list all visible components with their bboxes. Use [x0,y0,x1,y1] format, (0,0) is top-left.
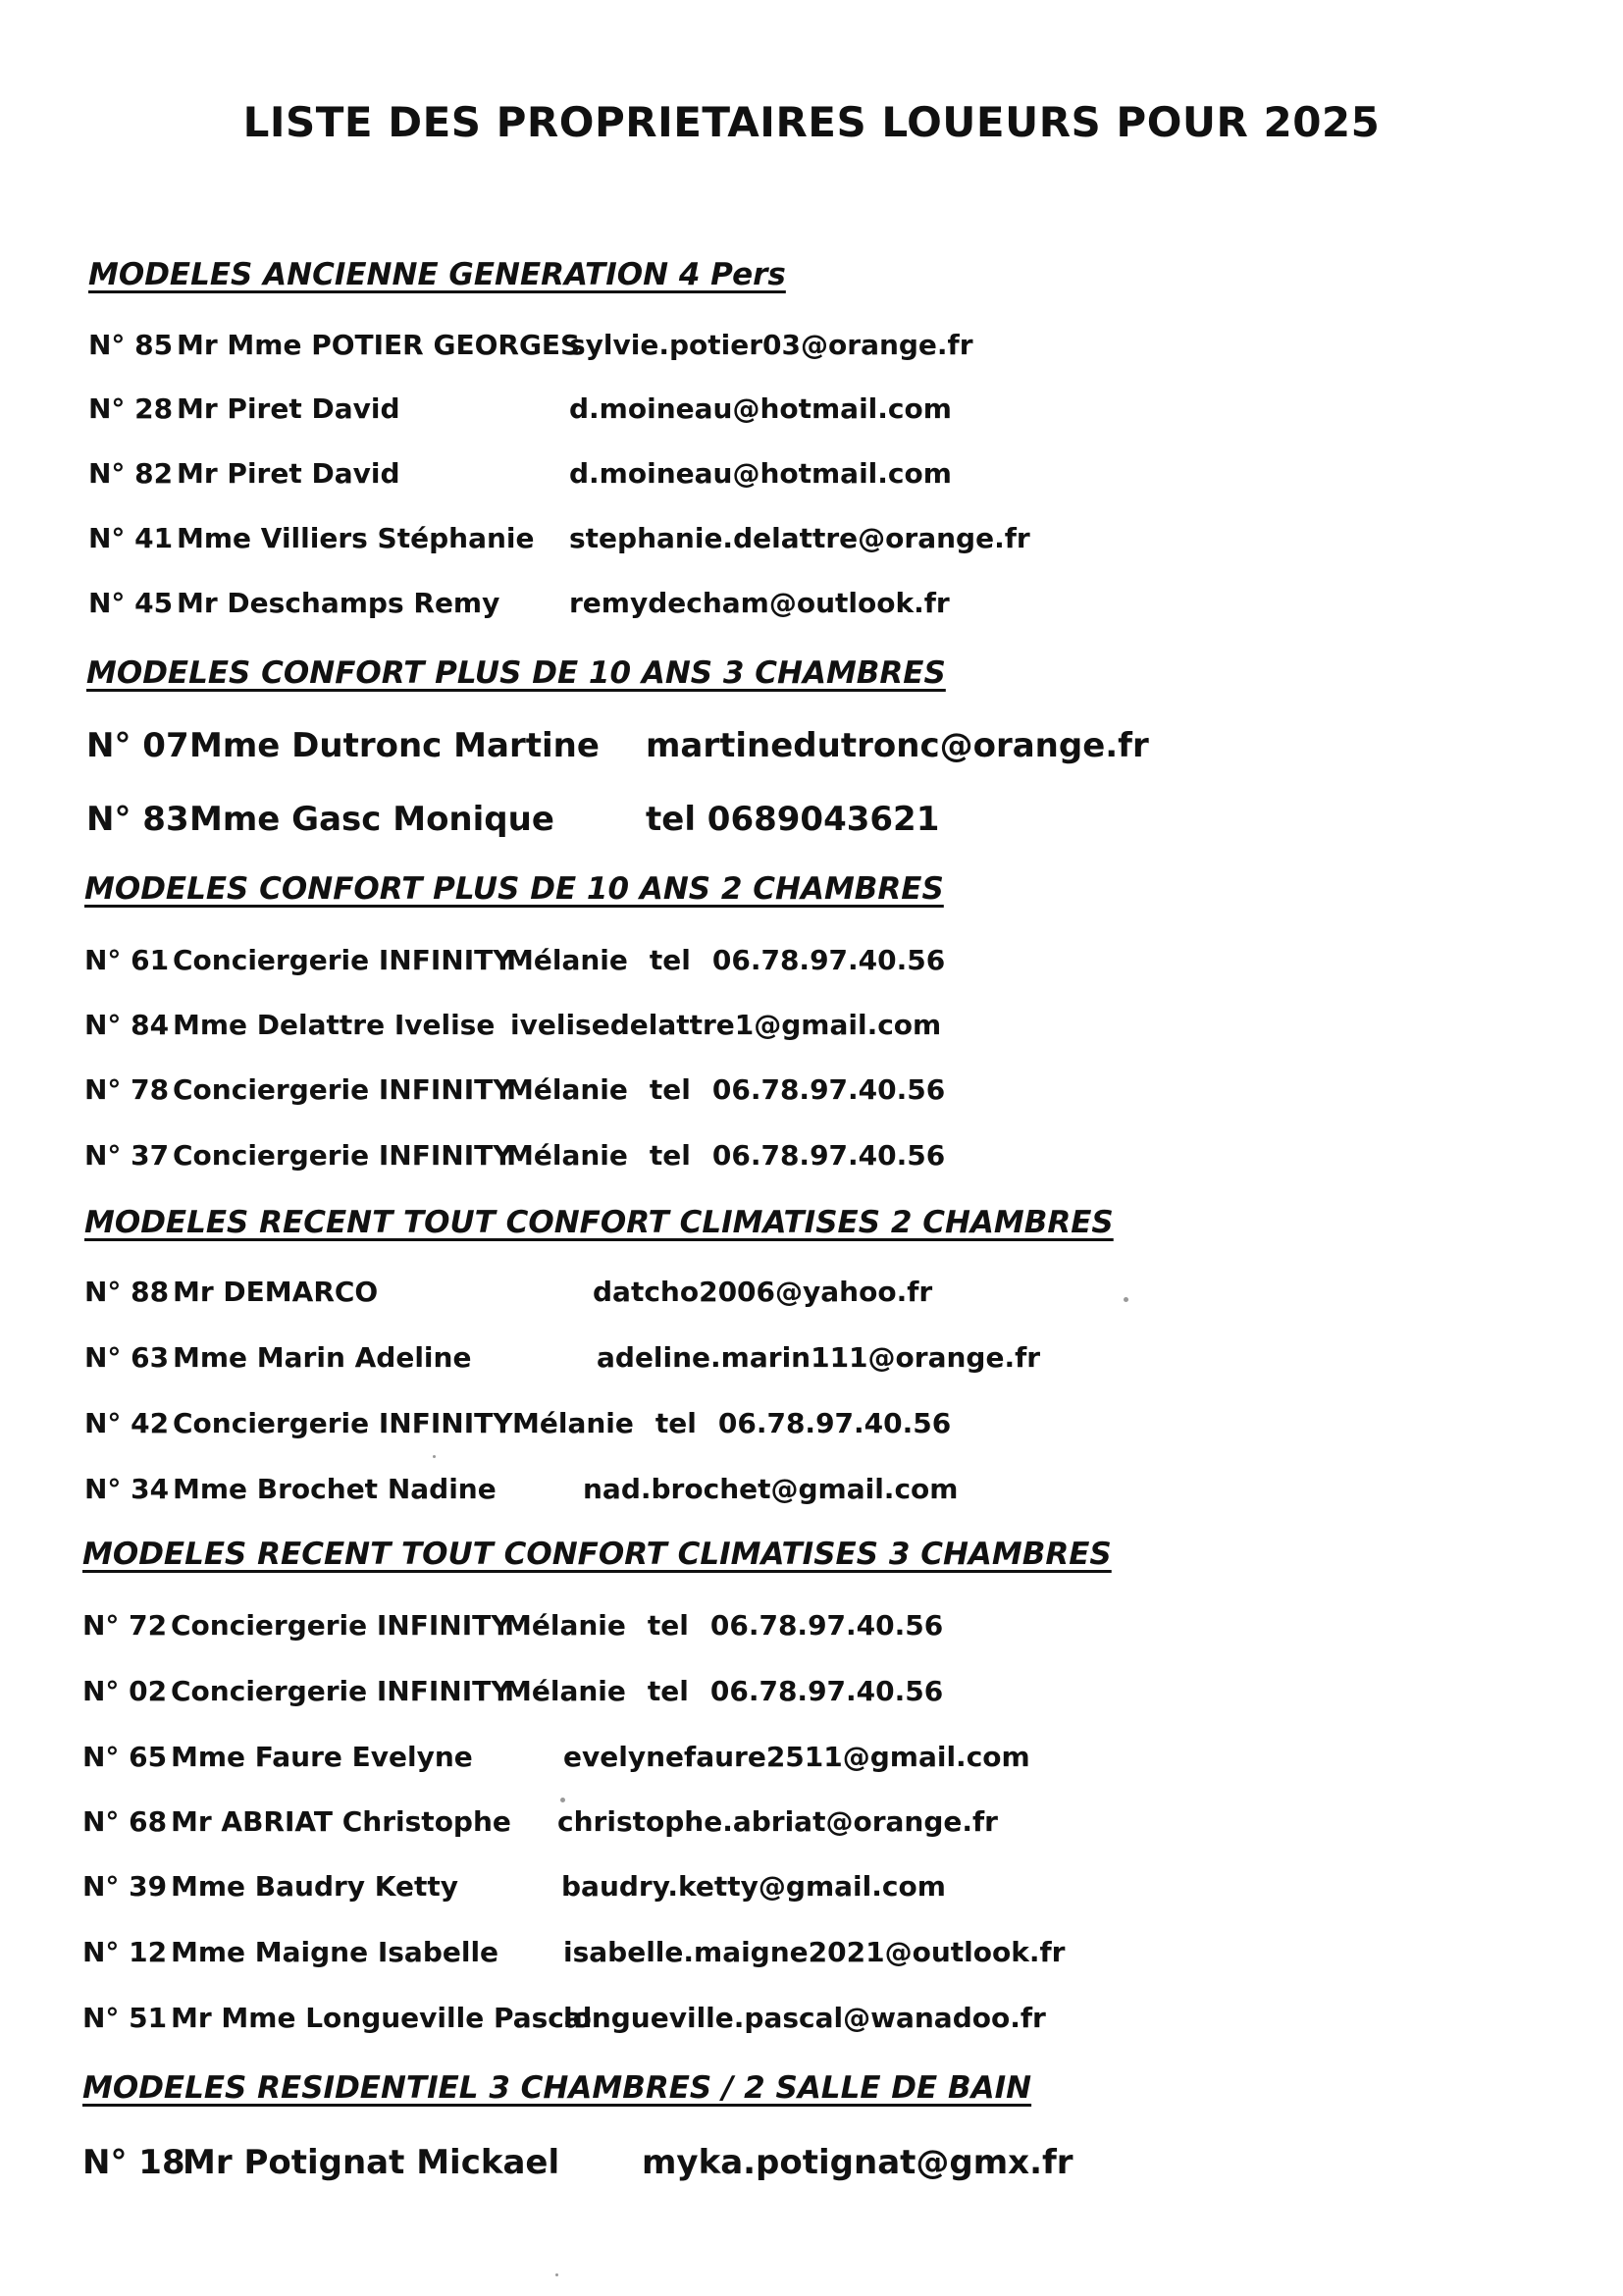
lot-number: N° 39 [82,1870,168,1903]
lot-number: N° 12 [82,1936,168,1968]
owner-name: Mr Mme Longueville Pascal [171,2002,593,2034]
contact-email: martinedutronc@orange.fr [646,726,1149,765]
section-heading: MODELES RECENT TOUT CONFORT CLIMATISES 3 CHAMBRES [82,1537,1112,1572]
owner-name: Conciergerie INFINITY [171,1609,511,1642]
contact-info [506,944,945,976]
contact-person: Mélanie [506,1139,628,1172]
lot-number: N° 37 [84,1139,170,1172]
owner-name: Mr Piret David [177,457,400,490]
owner-name: Mme Baudry Ketty [171,1870,459,1903]
section-heading: MODELES CONFORT PLUS DE 10 ANS 3 CHAMBRES [86,655,946,691]
tel-label: tel [649,1139,691,1172]
tel-label: tel [654,1407,697,1439]
lot-number: N° 72 [82,1609,168,1642]
owner-name: Mme Dutronc Martine [189,726,600,765]
lot-number: N° 41 [88,522,174,554]
contact-email: christophe.abriat@orange.fr [557,1805,998,1838]
owner-name: Mme Villiers Stéphanie [177,522,535,554]
lot-number: N° 63 [84,1341,170,1374]
scan-speck [1124,1297,1128,1302]
contact-email: evelynefaure2511@gmail.com [563,1741,1030,1773]
contact-phone: 06.78.97.40.56 [711,1073,946,1106]
lot-number: N° 61 [84,944,170,976]
scan-speck [560,1798,565,1802]
owner-name: Mr Deschamps Remy [177,587,500,619]
contact-email: nad.brochet@gmail.com [583,1473,959,1505]
contact-phone: tel 0689043621 [646,800,940,839]
contact-email: myka.potignat@gmx.fr [642,2143,1073,2182]
owner-name: Conciergerie INFINITY [173,944,513,976]
owner-name: Mr ABRIAT Christophe [171,1805,511,1838]
contact-email: stephanie.delattre@orange.fr [569,522,1030,554]
contact-email: d.moineau@hotmail.com [569,457,952,490]
section-heading: MODELES RECENT TOUT CONFORT CLIMATISES 2 CHAMBRES [84,1205,1114,1240]
tel-label: tel [649,944,691,976]
contact-phone: 06.78.97.40.56 [711,944,946,976]
contact-person: Mélanie [506,1073,628,1106]
scan-speck [555,2273,558,2276]
tel-label: tel [647,1609,689,1642]
contact-info [512,1407,951,1439]
owner-name: Mme Marin Adeline [173,1341,472,1374]
lot-number: N° 85 [88,329,174,361]
owner-name: Mme Faure Evelyne [171,1741,473,1773]
contact-email: remydecham@outlook.fr [569,587,950,619]
owner-name: Mr Mme POTIER GEORGES [177,329,581,361]
lot-number: N° 82 [88,457,174,490]
owner-name: Mr DEMARCO [173,1276,379,1308]
contact-person: Mélanie [506,944,628,976]
tel-label: tel [649,1073,691,1106]
lot-number: N° 07 [86,726,189,765]
contact-person: Mélanie [504,1675,626,1707]
owner-name: Conciergerie INFINITY [173,1073,513,1106]
lot-number: N° 45 [88,587,174,619]
owner-name: Mr Potignat Mickael [183,2143,560,2182]
owner-name: Conciergerie INFINITY [173,1139,513,1172]
contact-email: ivelisedelattre1@gmail.com [510,1009,942,1041]
contact-info [504,1675,943,1707]
owner-name: Mme Brochet Nadine [173,1473,497,1505]
lot-number: N° 34 [84,1473,170,1505]
owner-name: Mme Maigne Isabelle [171,1936,499,1968]
lot-number: N° 88 [84,1276,170,1308]
owner-name: Mme Gasc Monique [189,800,554,839]
lot-number: N° 18 [82,2143,185,2182]
page-title: LISTE DES PROPRIETAIRES LOUEURS POUR 2025 [242,98,1381,146]
contact-info [506,1139,945,1172]
lot-number: N° 83 [86,800,189,839]
tel-label: tel [647,1675,689,1707]
lot-number: N° 78 [84,1073,170,1106]
contact-email: sylvie.potier03@orange.fr [569,329,973,361]
scan-speck [433,1455,436,1458]
contact-email: longueville.pascal@wanadoo.fr [563,2002,1046,2034]
lot-number: N° 65 [82,1741,168,1773]
contact-phone: 06.78.97.40.56 [709,1675,944,1707]
owner-name: Conciergerie INFINITY [171,1675,511,1707]
contact-email: datcho2006@yahoo.fr [593,1276,933,1308]
owner-name: Mme Delattre Ivelise [173,1009,496,1041]
contact-email: isabelle.maigne2021@outlook.fr [563,1936,1066,1968]
contact-email: baudry.ketty@gmail.com [561,1870,946,1903]
contact-person: Mélanie [512,1407,634,1439]
lot-number: N° 68 [82,1805,168,1838]
section-heading: MODELES ANCIENNE GENERATION 4 Pers [88,257,786,292]
contact-info [506,1073,945,1106]
contact-phone: 06.78.97.40.56 [711,1139,946,1172]
lot-number: N° 02 [82,1675,168,1707]
lot-number: N° 51 [82,2002,168,2034]
lot-number: N° 42 [84,1407,170,1439]
section-heading: MODELES CONFORT PLUS DE 10 ANS 2 CHAMBRES [84,871,944,907]
contact-email: d.moineau@hotmail.com [569,392,952,425]
contact-phone: 06.78.97.40.56 [717,1407,952,1439]
contact-person: Mélanie [504,1609,626,1642]
contact-email: adeline.marin111@orange.fr [597,1341,1041,1374]
lot-number: N° 84 [84,1009,170,1041]
owner-name: Conciergerie INFINITY [173,1407,513,1439]
contact-phone: 06.78.97.40.56 [709,1609,944,1642]
owner-name: Mr Piret David [177,392,400,425]
lot-number: N° 28 [88,392,174,425]
contact-info [504,1609,943,1642]
section-heading: MODELES RESIDENTIEL 3 CHAMBRES / 2 SALLE DE BAIN [82,2070,1032,2106]
